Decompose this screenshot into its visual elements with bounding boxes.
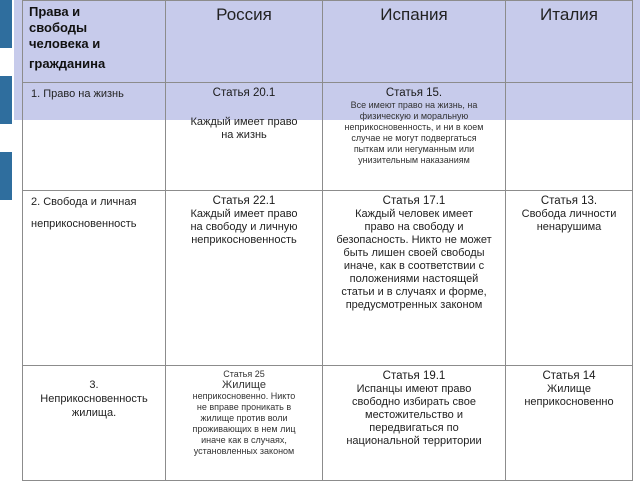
text-line: Каждый имеет право: [190, 208, 298, 220]
text-line: унизительным наказаниям: [358, 155, 470, 165]
header-rights: [23, 1, 166, 83]
text-line: неприкосновенность: [191, 234, 297, 246]
text-line: Испанцы имеют право: [356, 383, 472, 395]
side-tab: [0, 0, 12, 48]
article-number: Статья 25: [223, 369, 265, 379]
text-line: пыткам или негуманным или: [353, 144, 475, 154]
table-header-row: [23, 1, 633, 83]
header-line: гражданина: [29, 56, 106, 71]
text-line: на свободу и личную: [190, 221, 298, 233]
text-line: случае не могут подвергаться: [351, 133, 477, 143]
text-line: быть лишен своей свободы: [343, 247, 485, 259]
row-label: 1. Право на жизнь: [31, 88, 124, 100]
text-line: Жилище: [222, 379, 266, 391]
table-row: [23, 366, 633, 481]
text-line: установленных законом: [193, 446, 295, 456]
article-text: [166, 116, 322, 142]
article-text: [166, 380, 322, 457]
article-text: [323, 208, 505, 312]
side-tab: [0, 76, 12, 124]
article-text: [506, 208, 632, 234]
header-italy: Италия: [540, 5, 598, 24]
article-number: Статья 20.1: [212, 87, 276, 99]
article-number: Статья 19.1: [382, 370, 446, 382]
text-line: неприкосновенность: [31, 218, 137, 230]
article-number: Статья 13.: [540, 195, 598, 207]
table-row: [23, 191, 633, 366]
text-line: передвигаться по: [369, 422, 459, 434]
text-line: статьи и в случаях и форме,: [341, 286, 487, 298]
left-decoration-bar: [0, 0, 14, 480]
article-text: [323, 383, 505, 448]
text-line: жилище против воли: [200, 413, 288, 423]
text-line: свободно избирать свое: [352, 396, 476, 408]
header-spain: Испания: [380, 5, 448, 24]
header-russia: Россия: [216, 5, 272, 24]
row-label: [23, 366, 165, 424]
text-line: ненарушима: [536, 221, 602, 233]
text-line: предусмотренных законом: [345, 299, 483, 311]
article-text: [166, 208, 322, 247]
text-line: иначе, как в соответствии с: [343, 260, 485, 272]
article-number: Статья 15.: [385, 87, 443, 99]
article-number: Статья 22.1: [212, 195, 276, 207]
article-text: [323, 100, 505, 166]
text-line: местожительство и: [365, 409, 463, 421]
header-line: свободы: [29, 20, 88, 35]
text-line: положениями настоящей: [349, 273, 479, 285]
text-line: иначе как в случаях,: [201, 435, 287, 445]
text-line: на жизнь: [221, 129, 267, 141]
text-line: национальной территории: [346, 435, 482, 447]
header-line: Права и: [29, 4, 81, 19]
text-line: не вправе проникать в: [196, 402, 292, 412]
comparison-table: [22, 0, 633, 481]
article-number: Статья 14: [542, 370, 596, 382]
empty-cell: [506, 83, 633, 191]
text-line: физическую и моральную: [359, 111, 469, 121]
text-line: неприкосновенно. Никто: [192, 391, 296, 401]
text-line: Свобода личности: [521, 208, 617, 220]
text-line: неприкосновенность, и ни в коем: [344, 122, 484, 132]
text-line: Все имеют право на жизнь, на: [350, 100, 478, 110]
text-line: Неприкосновенность: [40, 393, 148, 405]
header-line: человека и: [29, 36, 101, 51]
text-line: Жилище: [547, 383, 591, 395]
text-line: жилища.: [71, 407, 117, 419]
text-line: проживающих в нем лиц: [192, 424, 296, 434]
text-line: 3.: [89, 379, 99, 391]
text-line: безопасность. Никто не может: [336, 234, 492, 246]
text-line: Каждый человек имеет: [355, 208, 473, 220]
text-line: Каждый имеет право: [190, 116, 298, 128]
text-line: неприкосновенно: [524, 396, 614, 408]
article-text: [506, 383, 632, 409]
text-line: право на свободу и: [364, 221, 464, 233]
table-row: [23, 83, 633, 191]
text-line: 2. Свобода и личная: [31, 196, 137, 208]
row-label: [23, 191, 165, 235]
article-number: Статья 17.1: [382, 195, 446, 207]
side-tab: [0, 152, 12, 200]
